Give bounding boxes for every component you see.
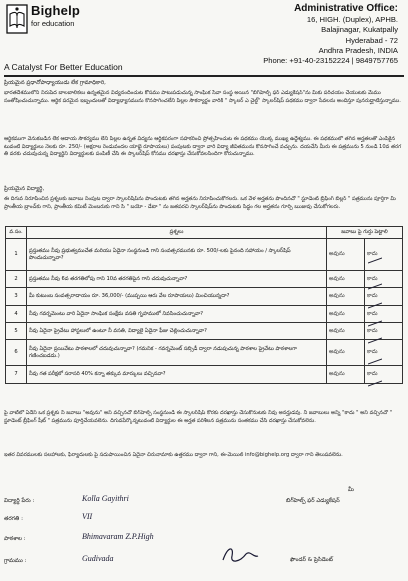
- answer-no[interactable]: కాదు: [365, 323, 403, 340]
- row-number: 5: [6, 323, 27, 340]
- table-row: [6, 366, 403, 384]
- answer-yes[interactable]: అవును: [327, 340, 365, 366]
- tagline: A Catalyst For Better Education: [4, 62, 123, 72]
- school-value[interactable]: Bhimavaram Z.P.High: [82, 532, 154, 541]
- bighelp-logo-icon: [6, 4, 28, 34]
- answer-yes[interactable]: అవును: [327, 306, 365, 323]
- instructions-paragraph: ఈ దిగువ నిరూపించిన ప్రశ్నలకు జవాబు నింపుట ద్వారా స్కాలర్‌షిప్‌ను పొందుటకు తగిన అర్హతను నిరూపించుకోగలరు. ఒక వేళ అర్హతను పొందినచో " స్టూడెంట్ బ్రీఫింగ్ బిల్లర్ " పత్రమును పూర్తిగా మీ ప్రాంతీయ బ్రాంచ్‌కు గాని, ప్రాంతీయ కమిటీ మెంబరుకు గాని సి " బయో - డేటా " ను జతపరచి స్కాలర్‌షిప్‌ను పొందుటకు సిద్ధం గల అర్హతను గూర్చి ఋజువు చేసుకోగలరు.: [4, 196, 396, 210]
- strike-mark-icon: [368, 302, 382, 309]
- eligibility-table: [5, 226, 403, 384]
- row-number: 7: [6, 366, 27, 384]
- office-phone: Phone: +91-40-23152224 | 9849757765: [263, 56, 398, 66]
- answer-yes[interactable]: అవును: [327, 239, 365, 271]
- table-row: [6, 323, 403, 340]
- row-question: నీవు ఏదైనా ప్రయివేటు పాఠశాలలో చదువుచున్నావా? (గమనిక - గవర్నమెంట్ సబ్సిడీ ద్వారా నడుపుచున్న పాఠశాల ప్రైవేటు పాఠశాలగా గణించబడదు.): [27, 340, 327, 366]
- table-row: [6, 271, 403, 288]
- office-address: [263, 3, 398, 66]
- header-divider: [4, 75, 404, 77]
- answer-no[interactable]: కాదు: [365, 271, 403, 288]
- closing-paragraph: పై వాటిలో ఏదేని ఒక ప్రశ్నకు నీ జవాబు "అవును" అని వచ్చినచో బిగ్‌హెల్ప్ సంస్థనుండి ఈ స్కాలర్‌షిప్ కొరకు దరఖాస్తు చేసుకొనుటకు నీవు అనర్హుడవు. నీ జవాబులు అన్ని "కాదు " అని వచ్చినచో " స్టూడెంట్ బ్రీఫింగ్ షీట్ " పత్రమును పూర్తిచేయవలెను. దిగువపేర్కొన్నటువంటి విద్యార్థుల ఈ అర్హత పరిశీలన పత్రమును సంతకము చేసి దరఖాస్తు చేసుకోవలెను.: [4, 410, 392, 424]
- founder-title: ఫౌండర్ & ప్రెసిడెంట్: [290, 557, 333, 563]
- strike-mark-icon: [368, 257, 382, 264]
- row-question: నీవు గవర్నమెంటు వారి ఏదైనా సాంఘిక సంక్షేమ వసతి గృహములో నివసించుచున్నావా?: [27, 306, 327, 323]
- answer-yes[interactable]: అవును: [327, 288, 365, 306]
- student-salutation: ప్రియమైన విద్యార్థి,: [4, 186, 45, 192]
- office-line: Balajinagar, Kukatpally: [321, 25, 398, 35]
- row-question: నీవు ఏదైనా ప్రైవేటు హాస్టలులో ఉంటూ నీ వసతి, విద్యాలై ఏదైనా ఫీజు చెల్లించుచున్నావా?: [27, 323, 327, 340]
- class-label: తరగతి :: [4, 516, 23, 522]
- table-header-row: [6, 227, 403, 239]
- table-row: [6, 239, 403, 271]
- office-title: Administrative Office:: [294, 3, 398, 14]
- row-number: 2: [6, 271, 27, 288]
- answer-no[interactable]: కాదు: [365, 239, 403, 271]
- row-question: మీ కుటుంబ సంవత్సరాదాయం రూ. 36,000/- (ముప్పయి ఆరు వేల రూపాయలు) మించియున్నదా?: [27, 288, 327, 306]
- brand-name: Bighelp: [31, 3, 81, 18]
- row-question: ప్రస్తుతము నీవు ప్రభుత్వముచేత మరియు ఏదైనా సంస్థనుండి గాని సంవత్సరమునకు రూ. 500/-లకు పైనంది సహాయం / స్కాలర్‌షిప్ పొందుచున్నావా?: [27, 239, 327, 271]
- organization-name: బిగ్‌హెల్ప్ ఫర్ ఎడ్యుకేషన్: [286, 498, 340, 504]
- row-question: ప్రస్తుతము నీవు 6వ తరగతిలోపు గాని 10వ తరగతిపైన గాని చదువుచున్నావా?: [27, 271, 327, 288]
- header-questions: ప్రశ్నలు: [27, 227, 327, 239]
- school-label: పాఠశాల :: [4, 536, 26, 542]
- row-question: నీవు గత పరీక్షలో సరాసరి 40% కన్నా తక్కువ మార్కులు వచ్చినవా?: [27, 366, 327, 384]
- row-number: 1: [6, 239, 27, 271]
- class-value[interactable]: VII: [82, 512, 93, 521]
- row-number: 3: [6, 288, 27, 306]
- row-number: 6: [6, 340, 27, 366]
- strike-mark-icon: [368, 358, 382, 365]
- office-line: 16, HIGH. (Duplex), APHB.: [306, 15, 398, 24]
- header-answer: జవాబు పై గుర్తు పెట్టాలి: [327, 227, 403, 239]
- table-row: [6, 288, 403, 306]
- intro-paragraph: భారతదేశములోని నిరుపేద బాలబాలికలు ఉన్నతమైన విద్యనందించుట కోసము పాటుపడుచున్న సాంఘిక సేవా సంస్థ అయిన "బిగ్‌హెల్ప్ ఫర్ ఎడ్యుకేషన్"ను మీకు పరిచయం చేయుటకు మేము సంతోషించుచున్నాము. ఆర్థిక పరమైన ఇబ్బందులతో విద్యాభ్యాసమును కొనసాగించలేని పిల్లల సౌకర్యార్థం వారికి " స్కాలర్ ఎ చైల్డ్" స్కాలర్‌షిప్ పథకము ద్వారా సేవలను అందిస్తూ పునరుద్ఘాటిస్తున్నాము.: [4, 90, 401, 104]
- strike-mark-icon: [368, 337, 382, 344]
- answer-no[interactable]: కాదు: [365, 366, 403, 384]
- header-serial: వ.సం.: [6, 227, 27, 239]
- strike-mark-icon: [368, 283, 382, 290]
- answer-yes[interactable]: అవును: [327, 271, 365, 288]
- village-value[interactable]: Gudivada: [82, 554, 114, 563]
- strike-mark-icon: [368, 380, 382, 387]
- contact-paragraph: ఇతర వివరములకు సలహాలకు, ఫిర్యాదులకు పై సదుపాయించిన ఏదైనా చిరునామాకు ఉత్తరము ద్వారా గాని, ఈ-మెయిల్ info@bighelp.org ద్వారా గాని తెలుపవలెను.: [4, 452, 343, 458]
- table-row: [6, 340, 403, 366]
- scheme-paragraph: ఆర్థికముగా వెనుకబడిన లేక ఆదాయ సౌకర్యము లేని పిల్లల ఉన్నత విద్యను ఆర్థికపరంగా సహకరించి ప్రోత్సహించుట ఈ పథకము యొక్క ముఖ్య ఉద్దేశ్యము. ఈ పథకములో తగిన అర్హతలతో ఎంపికైనటువంటి విద్యార్థులు నెలకు రూ. 250/- (అక్షరాల రెండువందల యాభై రూపాయలు) పంపుటకు ద్వారా వారి విద్యా జీవితమును కొనసాగించే వచ్చును. దయచేసి మీరు ఈ పత్రమును 5 నుండి 10వ తరగతి వరకు చదువుచున్న విద్యార్థిని విద్యార్థులకు పంపిణీ చేసి ఈ స్కాలర్‌షిప్ కోసము దరఖాస్తు చేసుకోవలసిందిగా కోరుచున్నాము.: [4, 136, 402, 158]
- student-name-value[interactable]: Kolla Gayithri: [82, 494, 129, 503]
- answer-no[interactable]: కాదు: [365, 306, 403, 323]
- salutation: ప్రియమైన ప్రధానోపాధ్యాయుడు లేక గ్రామాధికారి,: [4, 80, 106, 86]
- answer-no[interactable]: కాదు: [365, 288, 403, 306]
- answer-yes[interactable]: అవును: [327, 323, 365, 340]
- founder-signature-icon: [220, 544, 260, 566]
- student-name-label: విద్యార్థి పేరు :: [4, 498, 35, 504]
- row-number: 4: [6, 306, 27, 323]
- office-line: Andhra Pradesh, INDIA: [318, 45, 398, 55]
- answer-yes[interactable]: అవును: [327, 366, 365, 384]
- answer-no[interactable]: కాదు: [365, 340, 403, 366]
- strike-mark-icon: [368, 320, 382, 327]
- office-line: Hyderabad - 72: [345, 35, 398, 45]
- signoff-label: మీ: [348, 487, 354, 493]
- village-label: గ్రామము :: [4, 558, 27, 564]
- table-row: [6, 306, 403, 323]
- brand-subtitle: for education: [31, 19, 75, 28]
